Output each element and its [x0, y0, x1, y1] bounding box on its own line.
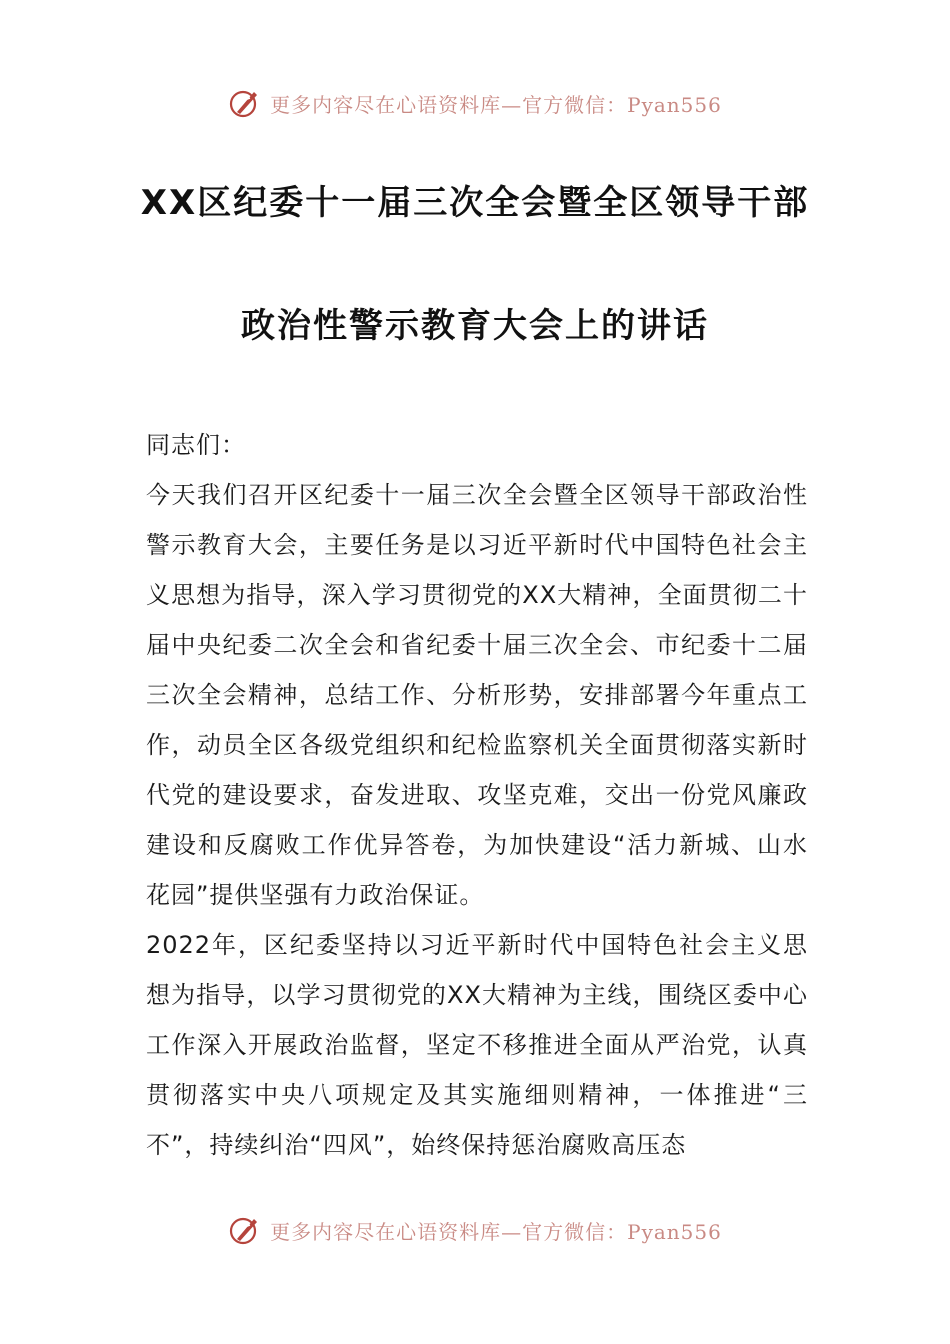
document-title-line-2: 政治性警示教育大会上的讲话 [241, 306, 709, 346]
footer-watermark-text: 更多内容尽在心语资料库—官方微信：Pyan556 [270, 1219, 722, 1244]
header-watermark-text: 更多内容尽在心语资料库—官方微信：Pyan556 [270, 92, 722, 117]
paragraph-2: 2022年，区纪委坚持以习近平新时代中国特色社会主义思想为指导，以学习贯彻党的XX大精神为主线，围绕区委中心工作深入开展政治监督，坚定不移推进全面从严治党，认真贯彻落实中央八项规定及其实施细则精神，一体推进“三不”，持续纠治“四风”，始终保持惩治腐败高压态 [146, 931, 808, 1159]
document-body [146, 420, 808, 1170]
footer-watermark-banner [0, 1210, 950, 1250]
document-title-line-1: XX区纪委十一届三次全会暨全区领导干部 [140, 183, 810, 223]
quill-pen-logo-icon [228, 86, 262, 120]
quill-pen-logo-icon [228, 1213, 262, 1247]
header-watermark-banner [0, 83, 950, 123]
paragraph-1: 今天我们召开区纪委十一届三次全会暨全区领导干部政治性警示教育大会，主要任务是以习近平新时代中国特色社会主义思想为指导，深入学习贯彻党的XX大精神，全面贯彻二十届中央纪委二次全会和省纪委十届三次全会、市纪委十二届三次全会精神，总结工作、分析形势，安排部署今年重点工作，动员全区各级党组织和纪检监察机关全面贯彻落实新时代党的建设要求，奋发进取、攻坚克难，交出一份党风廉政建设和反腐败工作优异答卷，为加快建设“活力新城、山水花园”提供坚强有力政治保证。 [146, 481, 808, 909]
salutation: 同志们： [146, 431, 246, 459]
